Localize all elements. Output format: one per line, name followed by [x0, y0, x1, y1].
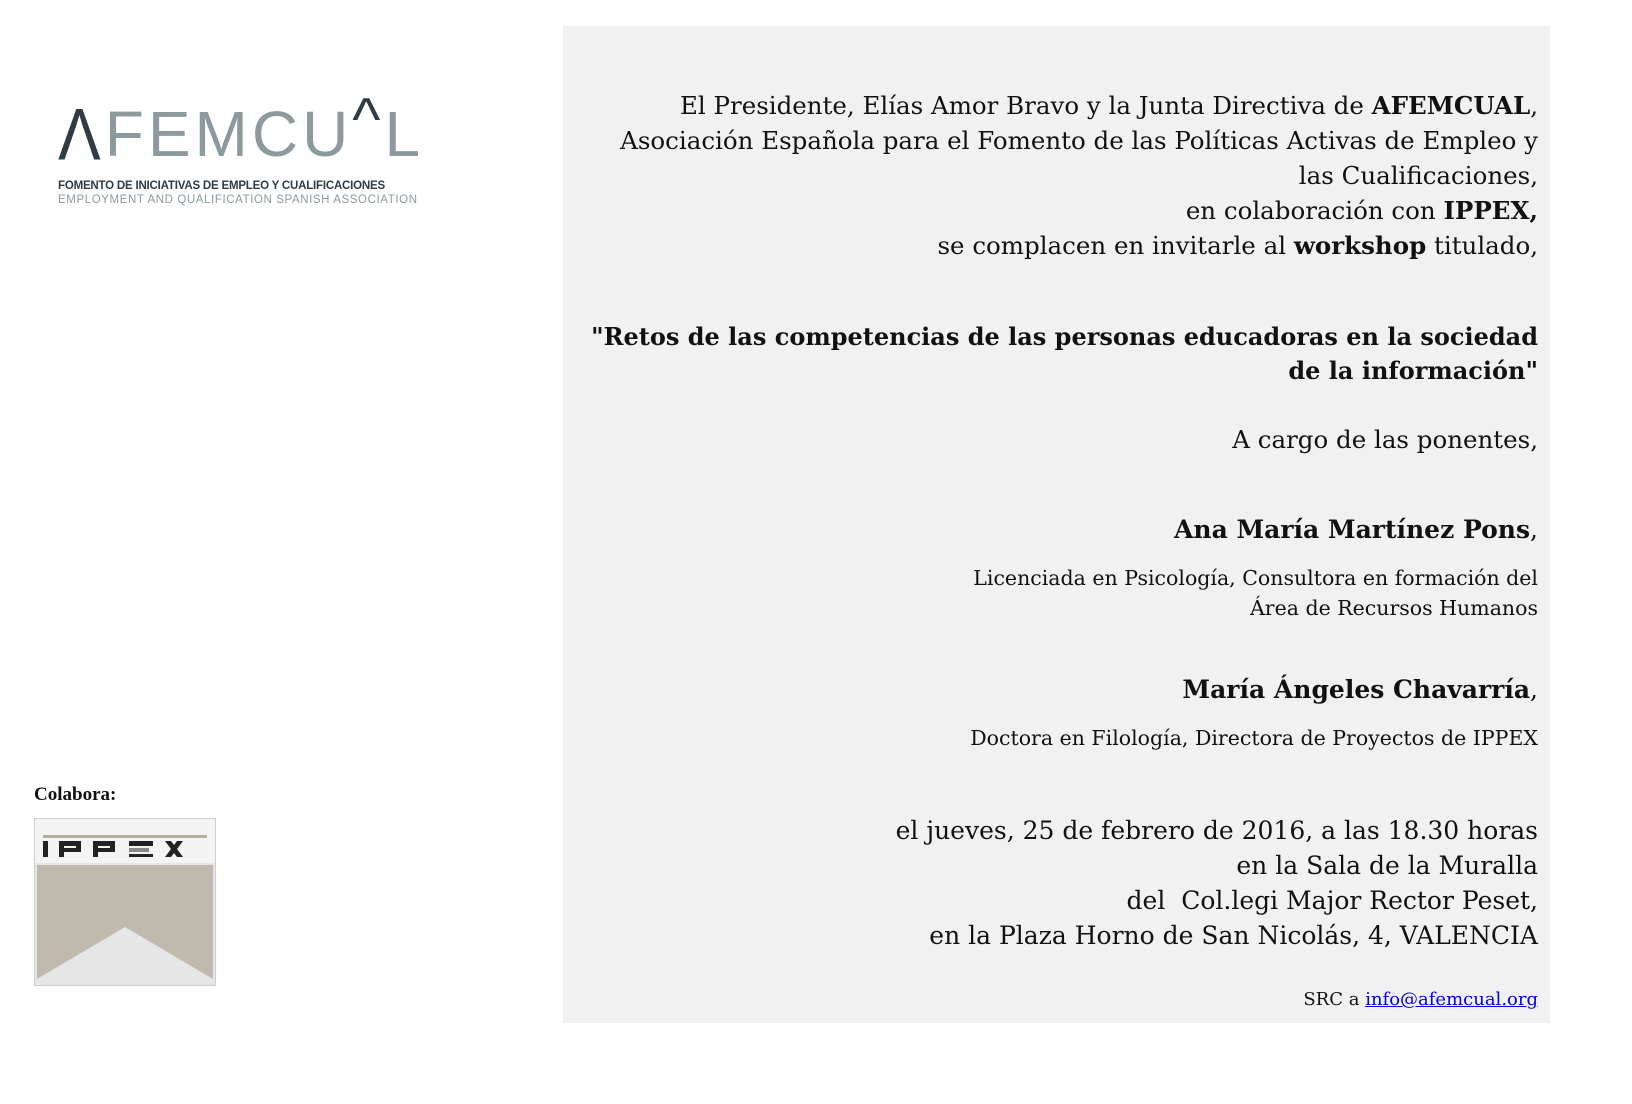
logo-chevron-icon: Λ [58, 92, 105, 176]
speaker-2-name-line: María Ángeles Chavarría, [1182, 675, 1538, 704]
intro-paragraph: El Presidente, Elías Amor Bravo y la Junta Directiva de AFEMCUAL, Asociación Española para el Fomento de las Políticas Activas de Empleo y las Cualificaciones, en colaboración con IPPEX, se complacen en invitarle al workshop titulado, [620, 91, 1538, 260]
event-place-2: del Col.legi Major Rector Peset, [1126, 886, 1538, 915]
logo-tagline-en: EMPLOYMENT AND QUALIFICATION SPANISH ASSOCIATION [58, 194, 418, 206]
logo-letter-end: L [384, 98, 425, 170]
intro-line-4: se complacen en invitarle al [937, 231, 1294, 260]
speaker-1-name: Ana María Martínez Pons [1174, 515, 1531, 544]
rsvp-line [578, 988, 1538, 1012]
speaker-1-description [578, 563, 1538, 623]
colabora-label: Colabora: [34, 784, 117, 805]
speaker-2-desc-line-1: Doctora en Filología, Directora de Proyectos de IPPEX [970, 726, 1538, 750]
event-place-3: en la Plaza Horno de San Nicolás, 4, VALENCIA [929, 921, 1538, 950]
invitation-text [578, 88, 1538, 1012]
workshop-title: "Retos de las competencias de las personas educadoras en la sociedad de la información" [591, 322, 1538, 385]
event-place-1: en la Sala de la Muralla [1236, 851, 1538, 880]
event-details [578, 813, 1538, 953]
intro-line-3: en colaboración con [1185, 196, 1444, 225]
speaker-2-name: María Ángeles Chavarría [1182, 675, 1531, 704]
speaker-1-desc-line-2: Área de Recursos Humanos [1249, 596, 1538, 620]
logo-wordmark [58, 86, 458, 176]
speakers-intro: A cargo de las ponentes, [1232, 425, 1538, 454]
speaker-1-name-line: Ana María Martínez Pons, [1174, 515, 1538, 544]
logo-caret-icon: ^ [352, 86, 385, 153]
invitation-panel [563, 26, 1550, 1023]
speaker-2-description [578, 723, 1538, 753]
intro-line-1: El Presidente, Elías Amor Bravo y la Junta Directiva de [679, 91, 1372, 120]
rsvp-email-link[interactable]: info@afemcual.org [1365, 989, 1538, 1010]
afemcual-logo [58, 86, 458, 206]
intro-workshop: workshop [1293, 231, 1427, 260]
speaker-1-desc-line-1: Licenciada en Psicología, Consultora en formación del [973, 566, 1538, 590]
ippex-logo [34, 818, 216, 986]
logo-letters: FEMCU [104, 98, 353, 170]
intro-line-2: Asociación Española para el Fomento de las Políticas Activas de Empleo y las Cualificaciones, [620, 126, 1538, 190]
rsvp-prefix: SRC a [1303, 989, 1366, 1010]
intro-partner: IPPEX, [1443, 196, 1538, 225]
intro-org: AFEMCUAL [1371, 91, 1531, 120]
ippex-logo-graphic [35, 819, 215, 985]
event-date: el jueves, 25 de febrero de 2016, a las 18.30 horas [895, 816, 1538, 845]
intro-line-5: titulado, [1426, 231, 1538, 260]
logo-tagline-es: FOMENTO DE INICIATIVAS DE EMPLEO Y CUALIFICACIONES [58, 180, 385, 192]
